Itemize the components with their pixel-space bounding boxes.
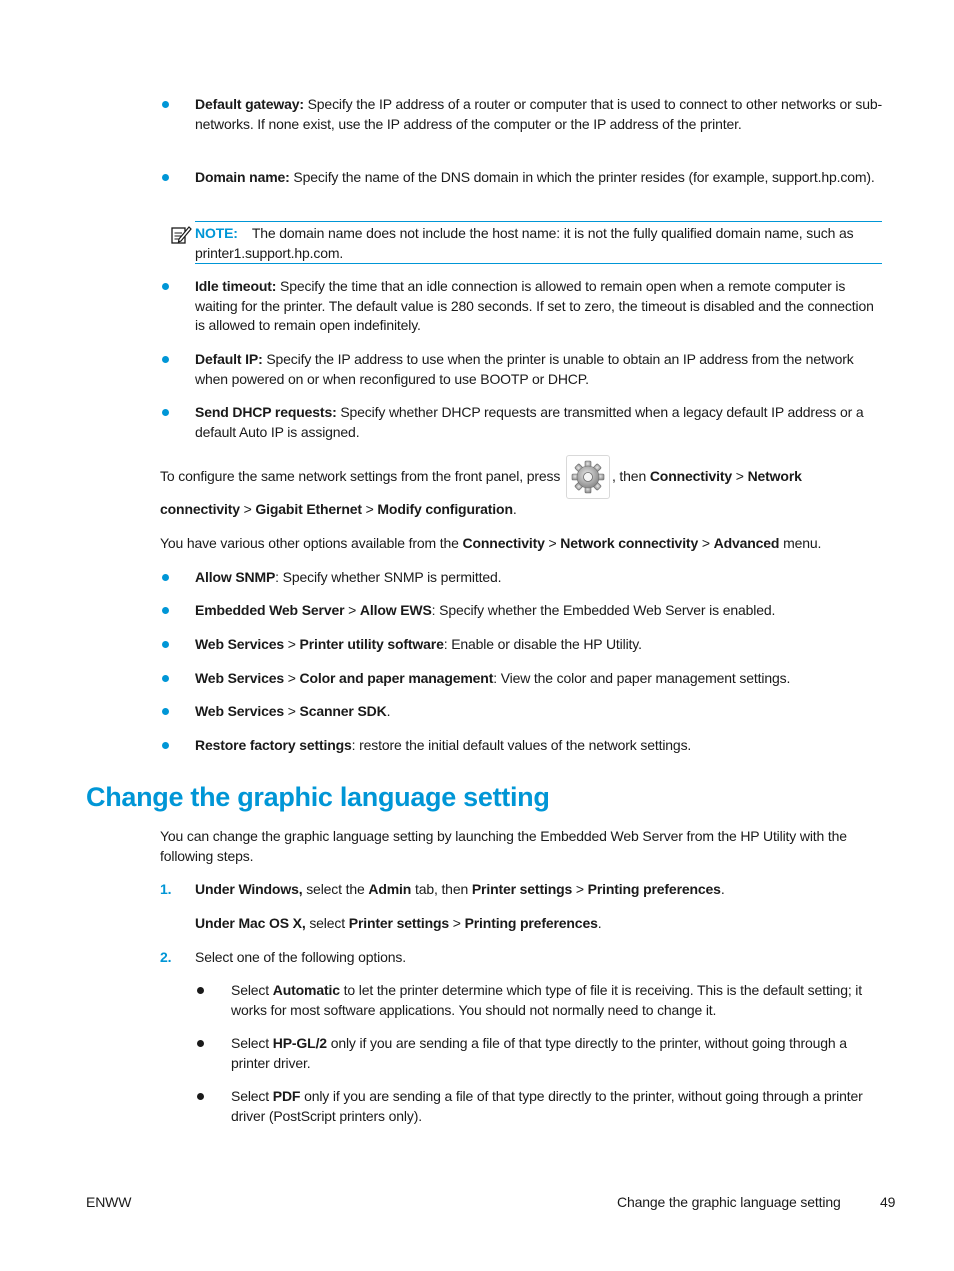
step-label: Under Windows,	[195, 881, 303, 897]
option-sublabel: Printer utility software	[299, 636, 444, 652]
menu-path: Printer settings	[471, 881, 573, 897]
front-panel-line-1: To configure the same network settings from the front panel, press , then Connectivity > Network	[160, 455, 885, 499]
option-name: PDF	[272, 1088, 301, 1104]
list-item	[195, 277, 885, 336]
option-label: Web Services	[195, 703, 284, 719]
tab-name: Admin	[368, 881, 412, 897]
front-panel-text: To configure the same network settings from the front panel, press	[160, 468, 561, 484]
bullet	[162, 742, 169, 749]
bullet	[197, 1093, 204, 1100]
option-name: HP-GL/2	[272, 1035, 327, 1051]
step-mac: Under Mac OS X, select Printer settings > Printing preferences.	[195, 915, 602, 931]
note-body	[195, 224, 875, 263]
step-number: 1.	[160, 881, 172, 897]
item-text: to let the printer determine which type of file it is receiving. This is the default setting; it works for most software applications. You should not normally need to change it.	[231, 982, 863, 1018]
option-label: Web Services	[195, 670, 284, 686]
front-panel-then: , then	[611, 468, 647, 484]
list-item: Embedded Web Server > Allow EWS: Specify whether the Embedded Web Server is enabled.	[195, 602, 776, 618]
option-text: : restore the initial default values of the network settings.	[351, 737, 692, 753]
menu-path: Network connectivity	[560, 535, 699, 551]
front-panel-line-2: connectivity > Gigabit Ethernet > Modify configuration.	[160, 501, 517, 517]
menu-path: Printer settings	[348, 915, 450, 931]
bullet	[162, 101, 169, 108]
menu-path: Printing preferences	[464, 915, 598, 931]
list-item: Web Services > Color and paper management: View the color and paper management settings.	[195, 670, 791, 686]
item-pre: Select	[231, 982, 270, 998]
bullet	[197, 987, 204, 994]
bullet	[162, 641, 169, 648]
bullet	[162, 708, 169, 715]
item-text: Specify the name of the DNS domain in which the printer resides (for example, support.hp.com).	[293, 169, 875, 185]
list-item	[195, 736, 885, 756]
options-text: menu.	[783, 535, 822, 551]
item-label: Default gateway:	[195, 96, 304, 112]
option-label: Allow SNMP	[195, 569, 276, 585]
item-text: Specify the time that an idle connection is allowed to remain open when a remote computer is waiting for the printer. The default value is 280 seconds. If set to zero, the timeout is disabled and the connection is allowed to remain open indefinitely.	[195, 278, 874, 333]
step-label: Under Mac OS X,	[195, 915, 306, 931]
item-text: Specify whether DHCP requests are transmitted when a legacy default IP address or a default Auto IP is assigned.	[195, 404, 864, 440]
menu-path: Connectivity	[462, 535, 545, 551]
list-item	[195, 168, 885, 188]
item-label: Domain name:	[195, 169, 290, 185]
options-paragraph: You have various other options available from the Connectivity > Network connectivity > Advanced menu.	[160, 535, 822, 551]
page-number: 49	[880, 1194, 896, 1210]
bullet	[162, 356, 169, 363]
options-text: You have various other options available from the	[160, 535, 459, 551]
footer-left: ENWW	[86, 1194, 132, 1210]
list-item: Web Services > Scanner SDK.	[195, 703, 391, 719]
option-sublabel: Scanner SDK	[299, 703, 387, 719]
item-text: only if you are sending a file of that type directly to the printer, without going through a printer driver.	[231, 1035, 847, 1071]
list-item	[195, 95, 885, 134]
section-intro: You can change the graphic language setting by launching the Embedded Web Server from the HP Utility with the following steps.	[160, 828, 847, 864]
item-text: Specify the IP address to use when the printer is unable to obtain an IP address from the network when powered on or when reconfigured to use BOOTP or DHCP.	[195, 351, 854, 387]
bullet	[162, 607, 169, 614]
menu-path: Network	[747, 468, 802, 484]
option-label: Restore factory settings	[195, 737, 352, 753]
footer-title: Change the graphic language setting	[617, 1194, 841, 1210]
item-text: Specify the IP address of a router or computer that is used to connect to other networks or sub-networks. If none exist, use the IP address of the computer or the IP address of the printer.	[195, 96, 883, 132]
list-item	[195, 568, 885, 588]
menu-path: Connectivity	[649, 468, 733, 484]
step-text: Select one of the following options.	[195, 949, 406, 965]
section-heading: Change the graphic language setting	[86, 782, 550, 812]
menu-path: Modify configuration	[377, 501, 513, 517]
step-text: tab, then	[414, 881, 469, 897]
list-item	[231, 1087, 886, 1126]
step-windows: Under Windows, select the Admin tab, then Printer settings > Printing preferences.	[195, 881, 725, 897]
note-top-rule	[195, 221, 882, 222]
bullet	[162, 675, 169, 682]
list-item	[231, 981, 886, 1020]
option-text: : Specify whether SNMP is permitted.	[275, 569, 502, 585]
list-item	[195, 403, 885, 442]
step-text: select	[309, 915, 345, 931]
option-text: .	[386, 703, 391, 719]
item-pre: Select	[231, 1088, 270, 1104]
option-sublabel: Color and paper management	[299, 670, 494, 686]
list-item	[195, 350, 885, 389]
list-item: Web Services > Printer utility software: Enable or disable the HP Utility.	[195, 636, 642, 652]
settings-gear-icon	[566, 455, 610, 499]
step-number: 2.	[160, 949, 172, 965]
note-icon	[170, 224, 192, 246]
menu-path: connectivity	[160, 501, 240, 517]
option-text: : View the color and paper management settings.	[493, 670, 791, 686]
menu-path: Printing preferences	[587, 881, 721, 897]
list-item	[231, 1034, 886, 1073]
bullet	[162, 574, 169, 581]
bullet	[162, 409, 169, 416]
menu-path: Advanced	[713, 535, 780, 551]
item-label: Idle timeout:	[195, 278, 277, 294]
option-sublabel: Allow EWS	[359, 602, 432, 618]
item-text: only if you are sending a file of that type directly to the printer, without going through a printer driver (PostScript printers only).	[231, 1088, 863, 1124]
option-label: Embedded Web Server	[195, 602, 345, 618]
note-label: NOTE:	[195, 225, 238, 241]
step-text: select the	[306, 881, 365, 897]
bullet	[197, 1040, 204, 1047]
note-bottom-rule	[195, 263, 882, 264]
option-name: Automatic	[272, 982, 340, 998]
bullet	[162, 174, 169, 181]
item-pre: Select	[231, 1035, 270, 1051]
option-text: : Specify whether the Embedded Web Server is enabled.	[431, 602, 776, 618]
menu-path: Gigabit Ethernet	[255, 501, 362, 517]
item-label: Send DHCP requests:	[195, 404, 337, 420]
note-text: The domain name does not include the host name: it is not the fully qualified domain name, such as printer1.support.hp.com.	[195, 225, 854, 261]
option-text: : Enable or disable the HP Utility.	[443, 636, 642, 652]
option-label: Web Services	[195, 636, 284, 652]
bullet	[162, 283, 169, 290]
item-label: Default IP:	[195, 351, 263, 367]
